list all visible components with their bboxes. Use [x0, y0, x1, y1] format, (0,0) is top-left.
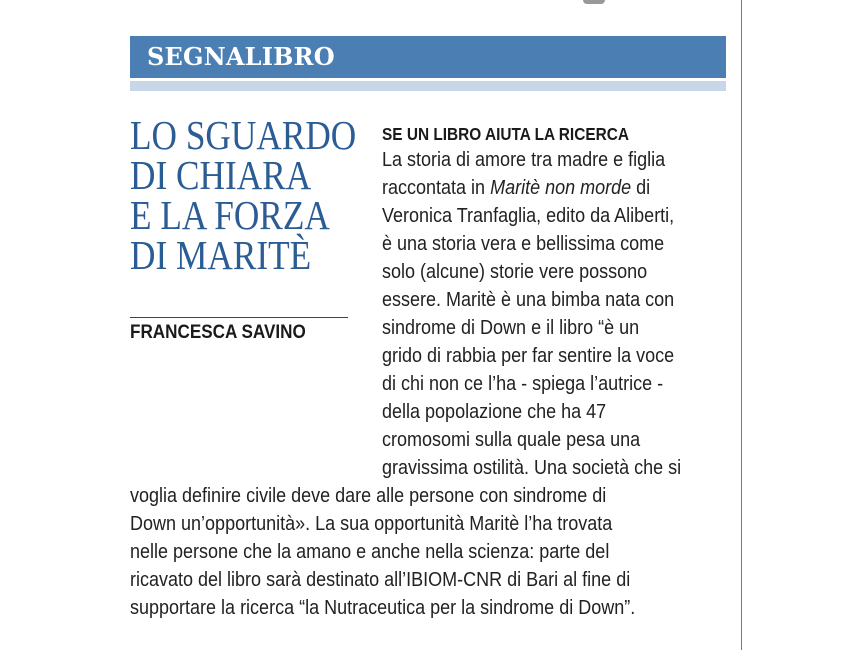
section-label: SEGNALIBRO: [147, 42, 335, 71]
column-divider: [741, 0, 742, 650]
body-line: grido di rabbia per far sentire la voce: [382, 345, 675, 367]
body-line: della popolazione che ha 47: [382, 401, 607, 423]
headline: [130, 112, 357, 278]
article-subhead: SE UN LIBRO AIUTA LA RICERCA: [382, 124, 629, 144]
body-line: voglia definire civile deve dare alle persone con sindrome di: [130, 485, 607, 507]
headline-line: LO SGUARDO: [130, 112, 357, 158]
body-line: è una storia vera e bellissima come: [382, 233, 665, 255]
body-text: raccontata in: [382, 177, 491, 199]
body-line: ricavato del libro sarà destinato all’IBIOM-CNR di Bari al fine di: [130, 569, 631, 591]
body-line: cromosomi sulla quale pesa una: [382, 429, 641, 451]
body-line: Down un’opportunità». La sua opportunità Maritè l’ha trovata: [130, 513, 613, 535]
byline-rule: [130, 317, 348, 318]
body-line: [382, 176, 650, 200]
body-line: La storia di amore tra madre e figlia: [382, 149, 666, 171]
body-line: sindrome di Down e il libro “è un: [382, 317, 640, 339]
body-line: gravissima ostilità. Una società che si: [382, 457, 682, 479]
section-header-bar: [130, 36, 726, 91]
author-byline: FRANCESCA SAVINO: [130, 322, 306, 343]
body-line: Veronica Tranfaglia, edito da Aliberti,: [382, 205, 675, 227]
headline-line: DI CHIARA: [130, 152, 312, 198]
body-line: essere. Maritè è una bimba nata con: [382, 289, 675, 311]
book-title: Maritè non morde: [490, 177, 632, 199]
headline-line: DI MARITÈ: [130, 232, 312, 278]
body-text: di: [631, 177, 651, 199]
body-line: di chi non ce l’ha - spiega l’autrice -: [382, 373, 664, 395]
body-line: supportare la ricerca “la Nutraceutica per la sindrome di Down”.: [130, 597, 636, 619]
body-line: nelle persone che la amano e anche nella scienza: parte del: [130, 541, 610, 563]
headline-line: E LA FORZA: [130, 192, 330, 238]
body-line: solo (alcune) storie vere possono: [382, 261, 648, 283]
page-edge-mark: [583, 0, 605, 4]
